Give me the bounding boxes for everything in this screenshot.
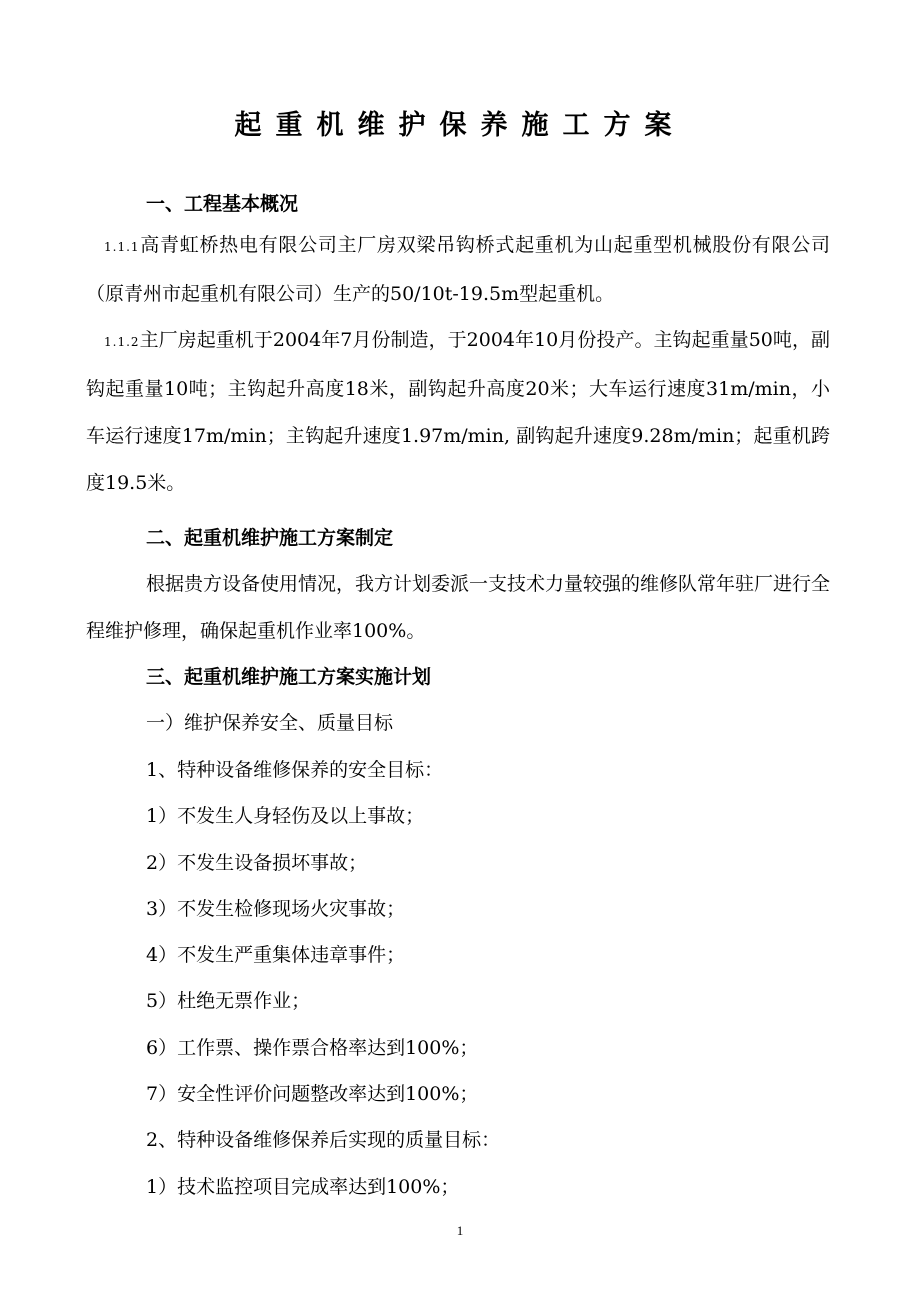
paragraph-1-1-2 (86, 317, 830, 507)
text-line: 2、特种设备维修保养后实现的质量目标： (146, 1129, 501, 1151)
text-line: 3）不发生检修现场火灾事故； (146, 898, 406, 920)
text-line: 1）技术监控项目完成率达到100%； (146, 1176, 460, 1198)
text-line: 4）不发生严重集体违章事件； (146, 944, 406, 966)
paragraph-text: 高青虹桥热电有限公司主厂房双梁吊钩桥式起重机为山起重型机械股份有限公司（原青州市起重机有限公司）生产的50/10t-19.5m型起重机。 (86, 234, 830, 305)
paragraph-text: 主厂房起重机于2004年7月份制造，于2004年10月份投产。主钩起重量50吨，副钩起重量10吨；主钩起升高度18米，副钩起升高度20米；大车运行速度31m/min，小车运行速度17m/min；主钩起升速度1.97m/min, 副钩起升速度9.28m/min；起重机跨度19.5米。 (86, 329, 830, 494)
section-heading-1: 一、工程基本概况 (146, 193, 299, 215)
document-title: 起重机维护保养施工方案 (234, 110, 686, 141)
text-line: 5）杜绝无票作业； (146, 990, 311, 1012)
section-number: 1.1.2 (104, 335, 140, 349)
text-line: 1）不发生人身轻伤及以上事故； (146, 805, 425, 827)
section-heading-2: 二、起重机维护施工方案制定 (146, 527, 394, 549)
text-line: 一）维护保养安全、质量目标 (146, 712, 394, 734)
paragraph-2-1: 根据贵方设备使用情况，我方计划委派一支技术力量较强的维修队常年驻厂进行全程维护修理，确保起重机作业率100%。 (86, 573, 831, 642)
text-line: 1、特种设备维修保养的安全目标： (146, 759, 444, 781)
section-number: 1.1.1 (104, 240, 140, 254)
text-line: 7）安全性评价问题整改率达到100%； (146, 1083, 479, 1105)
section-heading-3: 三、起重机维护施工方案实施计划 (146, 666, 432, 688)
paragraph-1-1-1 (86, 222, 830, 318)
text-line: 2）不发生设备损坏事故； (146, 852, 368, 874)
page-number: 1 (456, 1223, 464, 1238)
text-line: 6）工作票、操作票合格率达到100%； (146, 1037, 479, 1059)
